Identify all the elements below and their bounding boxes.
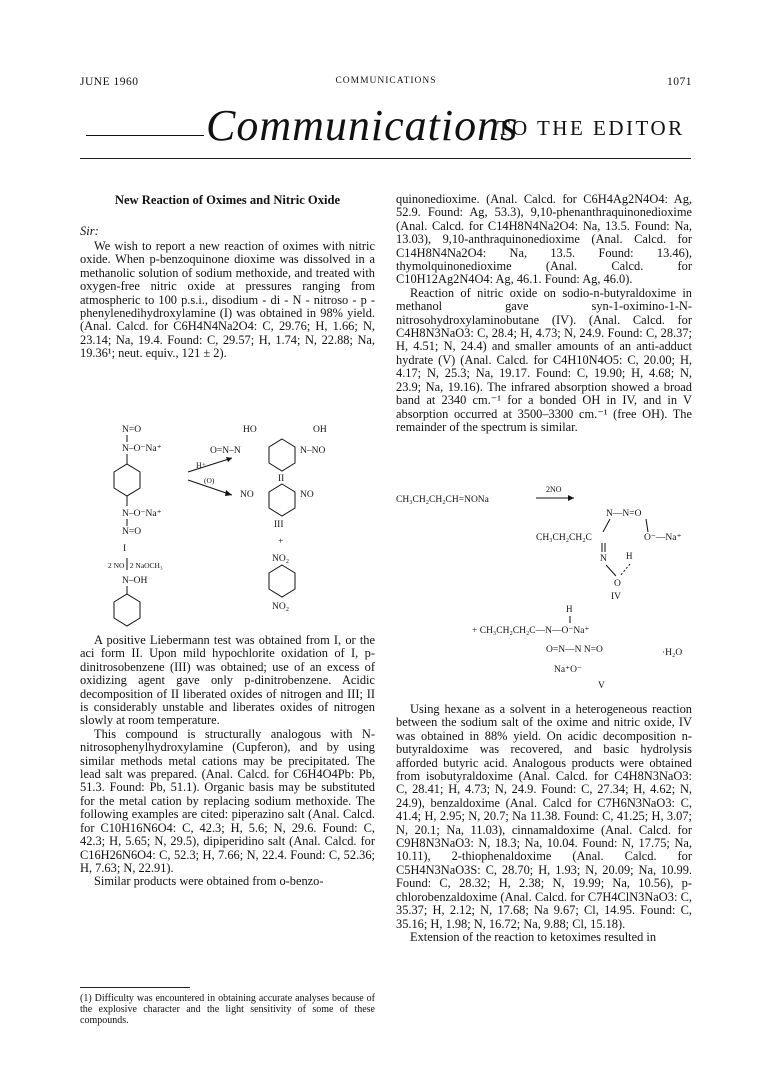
banner-subtitle: TO THE EDITOR bbox=[497, 116, 685, 140]
scheme-text: N bbox=[600, 554, 607, 564]
scheme-reagent: 2 NO│2 NaOCH₃ bbox=[108, 561, 163, 570]
benzene-ring-icon bbox=[269, 484, 295, 516]
benzene-ring-icon bbox=[269, 439, 295, 471]
paragraph: Reaction of nitric oxide on sodio-n-butyraldoxime in methanol gave syn-1-oximino-1-N-nitrosohydroxylaminobutane (IV). (Anal. Calcd. for C4H8N3NaO3: C, 28.4; H, 4.73; N, 24.9. Found: C, 28.37; H, 4.51; N, 24.4) and smaller amounts of an anti-adduct hydrate (V) (Anal. Calcd. for C4H10N4O5: C, 20.00; H, 4.17; N, 25.3; Na, 19.17. Found: C, 19.90; H, 4.68; N, 23.9; Na, 19.16). The infrared absorption showed a broad band at 2340 cm.⁻¹ for a bonded OH in IV, and in V absorption occurred at 3500–3300 cm.⁻¹ (free OH). The remainder of the spectrum is similar. bbox=[396, 285, 692, 434]
scheme-text: N–O⁻Na⁺ bbox=[122, 444, 162, 454]
benzene-ring-icon bbox=[269, 565, 295, 597]
page-number: 1071 bbox=[667, 76, 692, 88]
scheme-text: H bbox=[566, 604, 573, 614]
running-header-date: JUNE 1960 bbox=[80, 76, 139, 88]
scheme-text: NO bbox=[300, 490, 314, 500]
scheme-text: CH₃CH₂CH₂CH=NONa bbox=[396, 495, 489, 505]
compound-label: II bbox=[278, 474, 285, 484]
scheme-text: + bbox=[278, 537, 284, 547]
scheme-text: N–OH bbox=[122, 576, 148, 586]
article-title: New Reaction of Oximes and Nitric Oxide bbox=[114, 193, 341, 207]
scheme-text: N=O bbox=[122, 527, 142, 537]
right-column-bottom bbox=[396, 703, 692, 944]
scheme-text: N=O bbox=[122, 425, 142, 435]
scheme-text: O=N—N N=O bbox=[546, 645, 603, 655]
scheme-text: O=N–N bbox=[210, 446, 241, 456]
scheme-text: OH bbox=[313, 425, 327, 435]
scheme-reagent: 2NO bbox=[546, 485, 562, 494]
benzene-ring-icon bbox=[114, 464, 140, 496]
scheme-text: N–NO bbox=[300, 446, 326, 456]
left-column-bottom bbox=[80, 634, 375, 889]
compound-label: V bbox=[598, 681, 605, 690]
scheme-text: N–O⁻Na⁺ bbox=[122, 509, 162, 519]
banner-rule bbox=[80, 158, 691, 159]
running-header-section: COMMUNICATIONS bbox=[335, 76, 437, 86]
reaction-scheme-dioxime bbox=[100, 420, 375, 640]
scheme-text: Na⁺O⁻ bbox=[554, 665, 582, 675]
footnote: (1) Difficulty was encountered in obtaining accurate analyses because of the explosive character and the light sensitivity of some of these compounds. bbox=[80, 993, 375, 1026]
scheme-reagent: (O) bbox=[204, 476, 215, 485]
scheme-reagent: H⁺ bbox=[196, 461, 206, 470]
paragraph: A positive Liebermann test was obtained from I, or the aci form II. Upon mild hypochlorite oxidation of I, p-dinitrosobenzene (III) was obtained; use of an excess of oxidizing agent gave only p-dinitrobenzene. Acidic decomposition of II liberated oxides of nitrogen and III; II is considerably unstable and liberates oxides of nitrogen slowly at room temperature. bbox=[80, 633, 375, 728]
paragraph: Extension of the reaction to ketoximes resulted in bbox=[410, 929, 657, 944]
right-column-top bbox=[396, 193, 692, 434]
paragraph: Similar products were obtained from o-benzo- bbox=[94, 874, 324, 889]
scheme-text: N—N=O bbox=[606, 509, 642, 519]
paragraph: quinonedioxime. (Anal. Calcd. for C6H4Ag2N4O4: Ag, 52.9. Found: Ag, 53.3), 9,10-phenanthraquinonedioxime (Anal. Calcd. for C14H8N4Na2O4: Na, 13.5. Found: Na, 13.03), 9,10-anthraquinonedioxime (Anal. Calcd. for C14H8N4Na2O4: Na, 13.5. Found: 13.46), thymolquinonedioxime (Anal. Calcd. for C10H12Ag2N4O4: Ag, 46.1. Found: Ag, 46.0). bbox=[396, 192, 692, 287]
footnote-rule bbox=[80, 987, 190, 988]
paragraph: Using hexane as a solvent in a heterogeneous reaction between the sodium salt of the oxime and nitric oxide, IV was obtained in 88% yield. On acidic decomposition n-butyraldoxime was recovered, and basic hydrolysis afforded butyric acid. Analogous products were obtained from isobutyraldoxime (Anal. Calcd. for C4H8N3NaO3: C, 28.41; H, 4.73; N, 24.9. Found: C, 27.34; H, 4.62; N, 24.9), benzaldoxime (Anal. Calcd for C7H6N3NaO3: C, 41.4; H, 2.95; N, 20.7; Na 11.38. Found: C, 41.25; H, 3.07; N, 20.1; Na, 11.03), cinnamaldoxime (Anal. Calcd. for C9H8N3NaO3: N, 18.3; Na, 10.04. Found: N, 17.75; Na, 10.11), 2-thiophenaldoxime (Anal. Calcd. for C5H4N3NaO3S: C, 28.70; H, 1.93; N, 20.09; Na, 10.99. Found: C, 28.32; H, 2.38; N, 19.99; Na, 10.56), p-chlorobenzaldoxime (Anal. Calcd. for C7H4ClN3NaO3: C, 35.37; H, 2.12; N, 17.68; Na 9.67; Cl, 14.95. Found: C, 35.16; H, 1.98; N, 16.72; Na, 9.88; Cl, 15.18). bbox=[396, 702, 692, 931]
scheme-text: NO₂ bbox=[272, 602, 290, 612]
left-column-top bbox=[80, 240, 375, 361]
reaction-arrow-icon bbox=[188, 458, 232, 472]
salutation: Sir: bbox=[80, 224, 99, 238]
paragraph: We wish to report a new reaction of oximes with nitric oxide. When p-benzoquinone dioxime was dissolved in a methanolic solution of sodium methoxide, and treated with oxygen-free nitric oxide at pressures ranging from atmospheric to 100 p.s.i., disodium - di - N - nitroso - p - phenylenedihydroxylamine (I) was obtained in 98% yield. (Anal. Calcd. for C6H4N4Na2O4: C, 29.76; H, 1.66; N, 23.14; Na, 19.4. Found: C, 29.57; H, 1.74; N, 22.88; Na, 19.36¹; neut. equiv., 121 ± 2). bbox=[80, 239, 375, 361]
compound-label: I bbox=[123, 544, 127, 554]
scheme-text: ·H₂O bbox=[662, 648, 683, 658]
compound-label: III bbox=[274, 520, 284, 530]
scheme-text: HO bbox=[243, 425, 257, 435]
scheme-text: + CH₃CH₂CH₂C—N—O⁻Na⁺ bbox=[472, 626, 590, 636]
scheme-text: O⁻—Na⁺ bbox=[644, 533, 682, 543]
scheme-text: NO₂ bbox=[272, 554, 290, 564]
compound-label: IV bbox=[611, 592, 622, 602]
scheme-text: CH₃CH₂CH₂C bbox=[536, 533, 592, 543]
scheme-text: NO bbox=[240, 490, 254, 500]
benzene-ring-icon bbox=[114, 594, 140, 626]
scheme-text: O bbox=[614, 579, 621, 589]
paragraph: This compound is structurally analogous with N-nitrosophenylhydroxylamine (Cupferon), and by using similar methods metal cations may be precipitated. The lead salt was prepared. (Anal. Calcd. for C6H4O4Pb: Pb, 51.3. Found: Pb, 51.1). Organic basis may be substituted for the metal cation by replacing sodium methoxide. The following examples are cited: piperazino salt (Anal. Calcd. for C10H16N6O4: C, 42.3; H, 5.6; N, 29.6. Found: C, 42.3; H, 5.65; N, 29.5), dipiperidino salt (Anal. Calcd. for C16H26N6O4: C, 52.3; H, 7.66; N, 22.4. Found: C, 52.36; H, 7.63; N, 22.91). bbox=[80, 726, 375, 875]
banner-leading-rule bbox=[86, 135, 204, 136]
reaction-scheme-butyraldoxime bbox=[396, 480, 692, 690]
banner-title: Communications bbox=[206, 101, 519, 150]
scheme-text: H bbox=[626, 551, 633, 561]
